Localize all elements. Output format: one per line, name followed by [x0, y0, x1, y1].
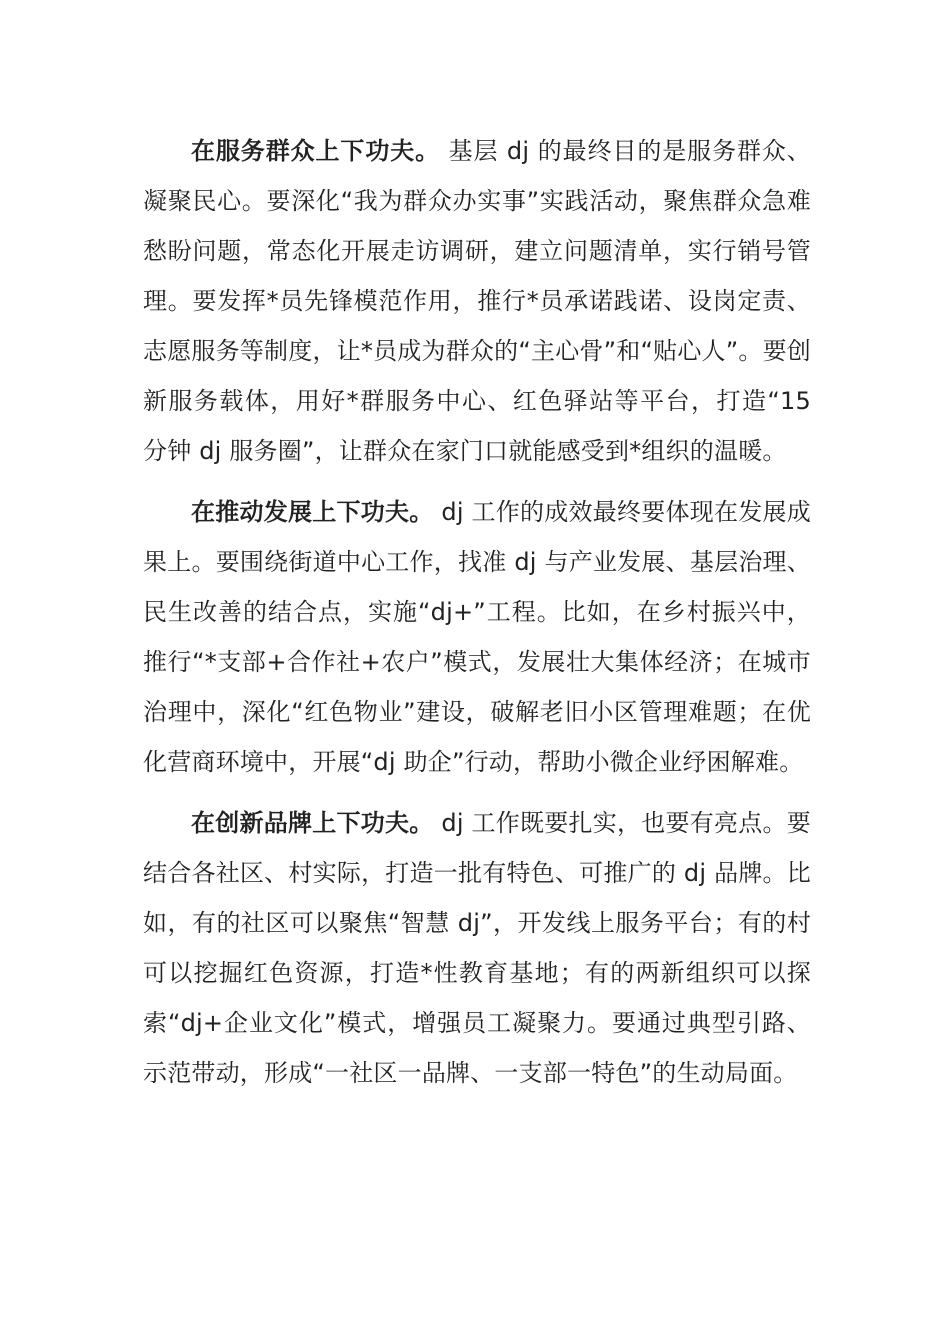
- paragraph-heading: 在服务群众上下功夫。: [191, 137, 441, 165]
- paragraph-heading: 在创新品牌上下功夫。: [191, 809, 434, 837]
- paragraph-text: 基层 dj 的最终目的是服务群众、凝聚民心。要深化“我为群众办实事”实践活动，聚焦群众急难愁盼问题，常态化开展走访调研，建立问题清单，实行销号管理。要发挥*员先锋模范作用，推行*员承诺践诺、设岗定责、志愿服务等制度，让*员成为群众的“主心骨”和“贴心人”。要创新服务载体，用好*群服务中心、红色驿站等平台，打造“15 分钟 dj 服务圈”，让群众在家门口就能感受到*组织的温暖。: [143, 137, 812, 465]
- document-body: [143, 126, 811, 1109]
- paragraph-text: dj 工作的成效最终要体现在发展成果上。要围绕街道中心工作，找准 dj 与产业发展、基层治理、民生改善的结合点，实施“dj+”工程。比如，在乡村振兴中，推行“*支部+合作社+农户”模式，发展壮大集体经济；在城市治理中，深化“红色物业”建设，破解老旧小区管理难题；在优化营商环境中，开展“dj 助企”行动，帮助小微企业纾困解难。: [143, 498, 811, 776]
- paragraph-text: dj 工作既要扎实，也要有亮点。要结合各社区、村实际，打造一批有特色、可推广的 dj 品牌。比如，有的社区可以聚焦“智慧 dj”，开发线上服务平台；有的村可以挖掘红色资源，打造*性教育基地；有的两新组织可以探索“dj+企业文化”模式，增强员工凝聚力。要通过典型引路、示范带动，形成“一社区一品牌、一支部一特色”的生动局面。: [143, 809, 811, 1087]
- paragraph-heading: 在推动发展上下功夫。: [191, 498, 434, 526]
- paragraph-serve-masses: [143, 126, 811, 476]
- paragraph-promote-development: [143, 487, 811, 787]
- paragraph-innovate-brand: [143, 798, 811, 1098]
